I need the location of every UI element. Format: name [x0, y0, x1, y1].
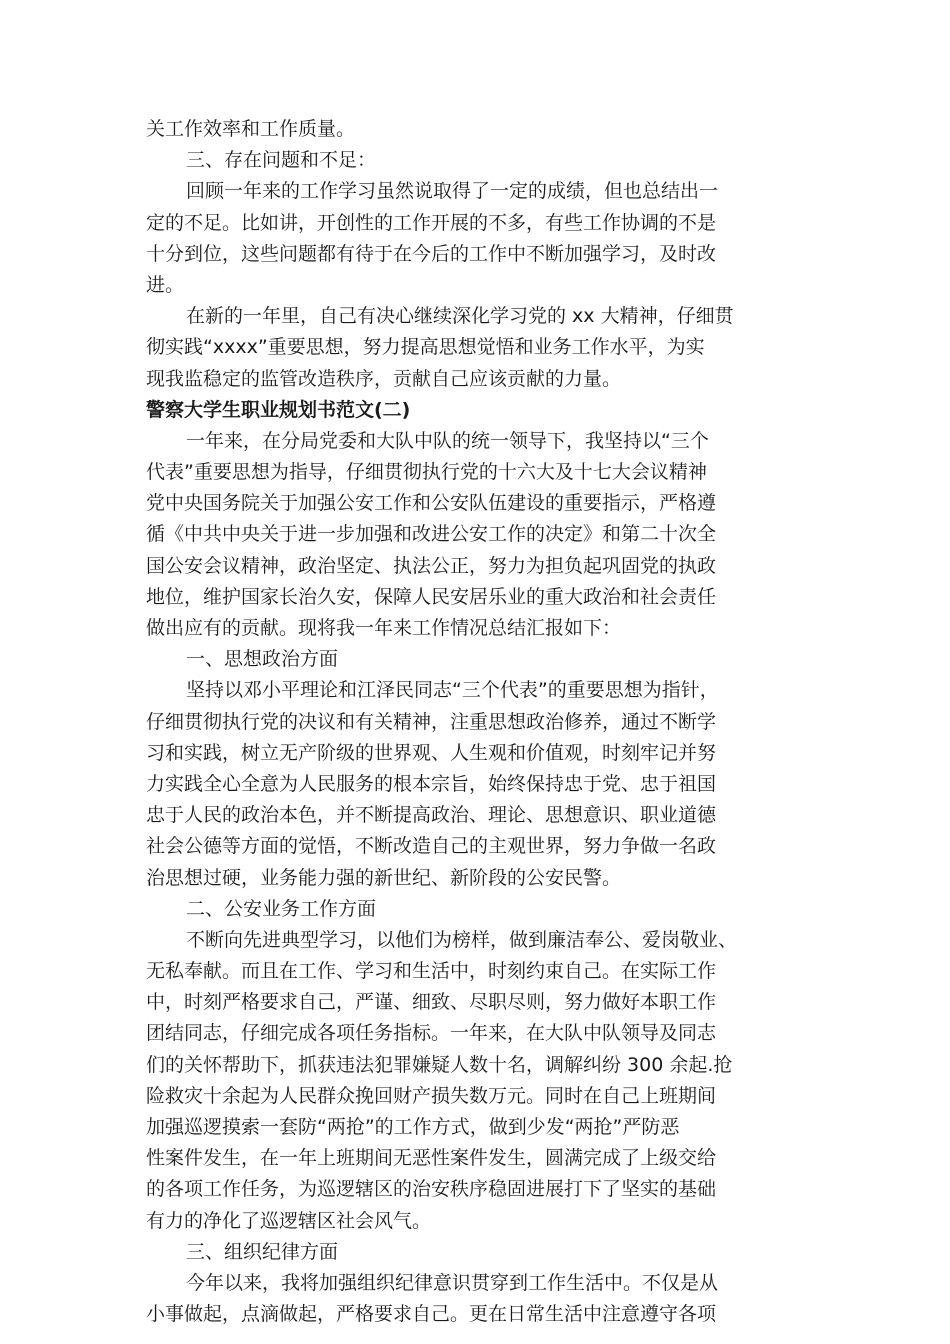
text-line: 习和实践，树立无产阶级的世界观、人生观和价值观，时刻牢记并努 [146, 741, 717, 764]
text-line: 在新的一年里，自己有决心继续深化学习党的 xx 大精神，仔细贯 [186, 305, 734, 328]
text-line: 今年以来，我将加强组织纪律意识贯穿到工作生活中。不仅是从 [186, 1271, 719, 1294]
text-line: 社会公德等方面的觉悟，不断改造自己的主观世界，努力争做一名政 [146, 835, 717, 858]
text-line: 们的关怀帮助下，抓获违法犯罪嫌疑人数十名，调解纠纷 300 余起.抢 [146, 1053, 733, 1076]
section-heading: 警察大学生职业规划书范文(二) [146, 398, 411, 421]
text-line: 仔细贯彻执行党的决议和有关精神，注重思想政治修养，通过不断学 [146, 710, 717, 733]
document-body [146, 114, 811, 1330]
text-line: 三、组织纪律方面 [186, 1240, 339, 1263]
text-line: 进。 [146, 273, 185, 296]
text-line: 忠于人民的政治本色，并不断提高政治、理论、思想意识、职业道德 [146, 804, 717, 827]
text-line: 三、存在问题和不足： [186, 149, 377, 172]
text-line: 中，时刻严格要求自己，严谨、细致、尽职尽则，努力做好本职工作 [146, 991, 717, 1014]
text-line: 加强巡逻摸索一套防“两抢”的工作方式，做到少发“两抢”严防恶 [146, 1116, 680, 1138]
text-line: 十分到位，这些问题都有待于在今后的工作中不断加强学习，及时改 [146, 242, 717, 265]
text-line: 定的不足。比如讲，开创性的工作开展的不多，有些工作协调的不是 [146, 211, 717, 234]
text-line: 无私奉献。而且在工作、学习和生活中，时刻约束自己。在实际工作 [146, 960, 717, 983]
text-line: 循《中共中央关于进一步加强和改进公安工作的决定》和第二十次全 [146, 523, 717, 546]
text-line: 现我监稳定的监管改造秩序，贡献自己应该贡献的力量。 [146, 367, 622, 390]
text-line: 二、公安业务工作方面 [186, 897, 377, 920]
text-line: 的各项工作任务，为巡逻辖区的治安秩序稳固进展打下了坚实的基础 [146, 1178, 717, 1201]
text-line: 不断向先进典型学习，以他们为榜样，做到廉洁奉公、爱岗敬业、 [186, 928, 738, 951]
text-line: 回顾一年来的工作学习虽然说取得了一定的成绩，但也总结出一 [186, 180, 719, 203]
text-line: 党中央国务院关于加强公安工作和公安队伍建设的重要指示，严格遵 [146, 492, 717, 515]
text-line: 一年来，在分局党委和大队中队的统一领导下，我坚持以“三个 [186, 429, 709, 452]
text-line: 有力的净化了巡逻辖区社会风气。 [146, 1209, 432, 1232]
text-line: 小事做起，点滴做起，严格要求自己。更在日常生活中注意遵守各项 [146, 1303, 717, 1326]
text-line: 代表”重要思想为指导，仔细贯彻执行党的十六大及十七大会议精神 [146, 461, 707, 484]
text-line: 险救灾十余起为人民群众挽回财产损失数万元。同时在自己上班期间 [146, 1084, 717, 1107]
text-line: 地位，维护国家长治久安，保障人民安居乐业的重大政治和社会责任 [146, 585, 717, 608]
text-line: 做出应有的贡献。现将我一年来工作情况总结汇报如下： [146, 617, 622, 639]
text-line: 性案件发生，在一年上班期间无恶性案件发生，圆满完成了上级交给 [146, 1147, 717, 1170]
text-line: 力实践全心全意为人民服务的根本宗旨，始终保持忠于党、忠于祖国 [146, 772, 717, 795]
text-line: 彻实践“xxxx”重要思想，努力提高思想觉悟和业务工作水平，为实 [146, 336, 705, 359]
text-line: 团结同志，仔细完成各项任务指标。一年来，在大队中队领导及同志 [146, 1022, 717, 1045]
text-line: 国公安会议精神，政治坚定、执法公正，努力为担负起巩固党的执政 [146, 554, 717, 577]
text-line: 治思想过硬，业务能力强的新世纪、新阶段的公安民警。 [146, 866, 622, 889]
text-line: 坚持以邓小平理论和江泽民同志“三个代表”的重要思想为指针， [186, 679, 719, 702]
text-line: 一、思想政治方面 [186, 648, 339, 671]
text-line: 关工作效率和工作质量。 [146, 118, 356, 140]
